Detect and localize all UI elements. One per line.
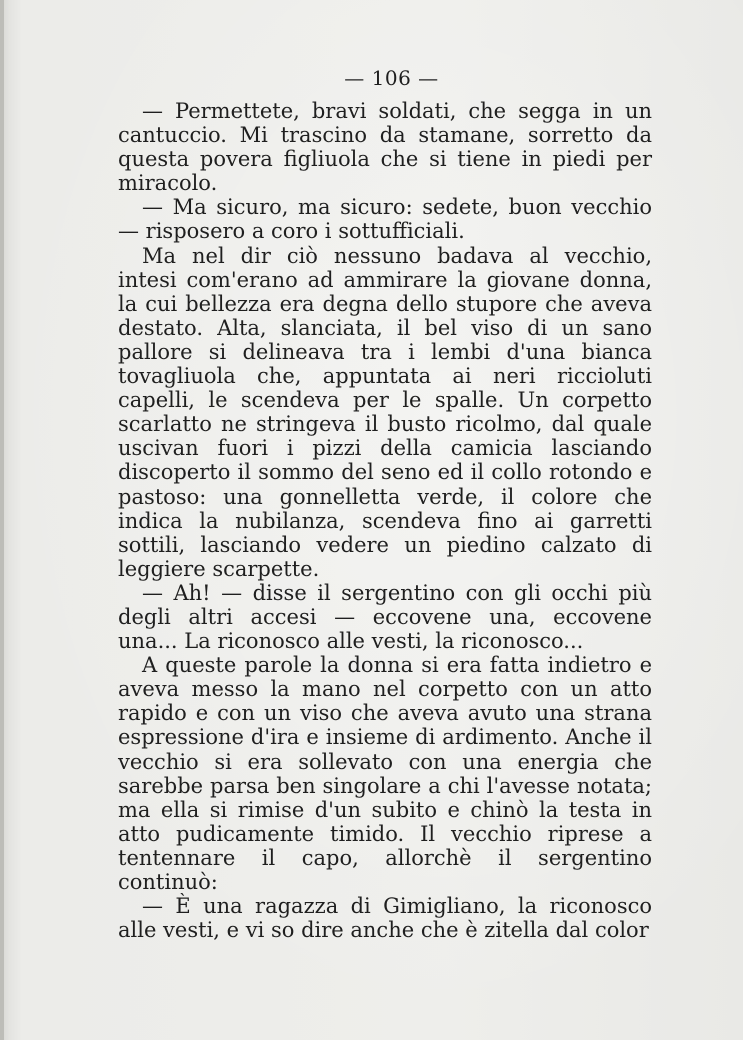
page-binding-edge xyxy=(0,0,4,1040)
paragraph-2: — Ma sicuro, ma sicuro: sedete, buon vecchio — risposero a coro i sottufficiali. xyxy=(118,195,652,244)
body-text xyxy=(118,99,652,942)
paragraph-3: Ma nel dir ciò nessuno badava al vecchio, intesi com'erano ad ammirare la giovane donna, la cui bellezza era degna dello stupore che aveva destato. Alta, slanciata, il bel viso di un sano pallore si delineava tra i lembi d'una bianca tovagliuola che, appuntata ai neri riccioluti capelli, le scendeva per le spalle. Un corpetto scarlatto ne stringeva il busto ricolmo, dal quale uscivan fuori i pizzi della camicia lasciando discoperto il sommo del seno ed il collo rotondo e pastoso: una gonnelletta verde, il colore che indica la nubilanza, scendeva fino ai garretti sottili, lasciando vedere un piedino calzato di leggiere scarpette. xyxy=(118,243,652,581)
paragraph-5: A queste parole la donna si era fatta indietro e aveva messo la mano nel corpetto con un atto rapido e con un viso che aveva avuto una strana espressione d'ira e insieme di ardimento. Anche il vecchio si era sollevato con una energia che sarebbe parsa ben singolare a chi l'avesse notata; ma ella si rimise d'un subito e chinò la testa in atto pudicamente timido. Il vecchio riprese a tentennare il capo, allorchè il sergentino continuò: xyxy=(118,653,652,894)
paragraph-4: — Ah! — disse il sergentino con gli occhi più degli altri accesi — eccovene una, eccovene una... La riconosco alle vesti, la riconosco... xyxy=(118,580,652,654)
page-number: — 106 — xyxy=(344,66,439,90)
paragraph-6: — È una ragazza di Gimigliano, la riconosco alle vesti, e vi so dire anche che è zitella dal color xyxy=(118,894,652,943)
paragraph-1: — Permettete, bravi soldati, che segga in un cantuccio. Mi trascino da stamane, sorretto da questa povera figliuola che si tiene in piedi per miracolo. xyxy=(118,99,652,196)
